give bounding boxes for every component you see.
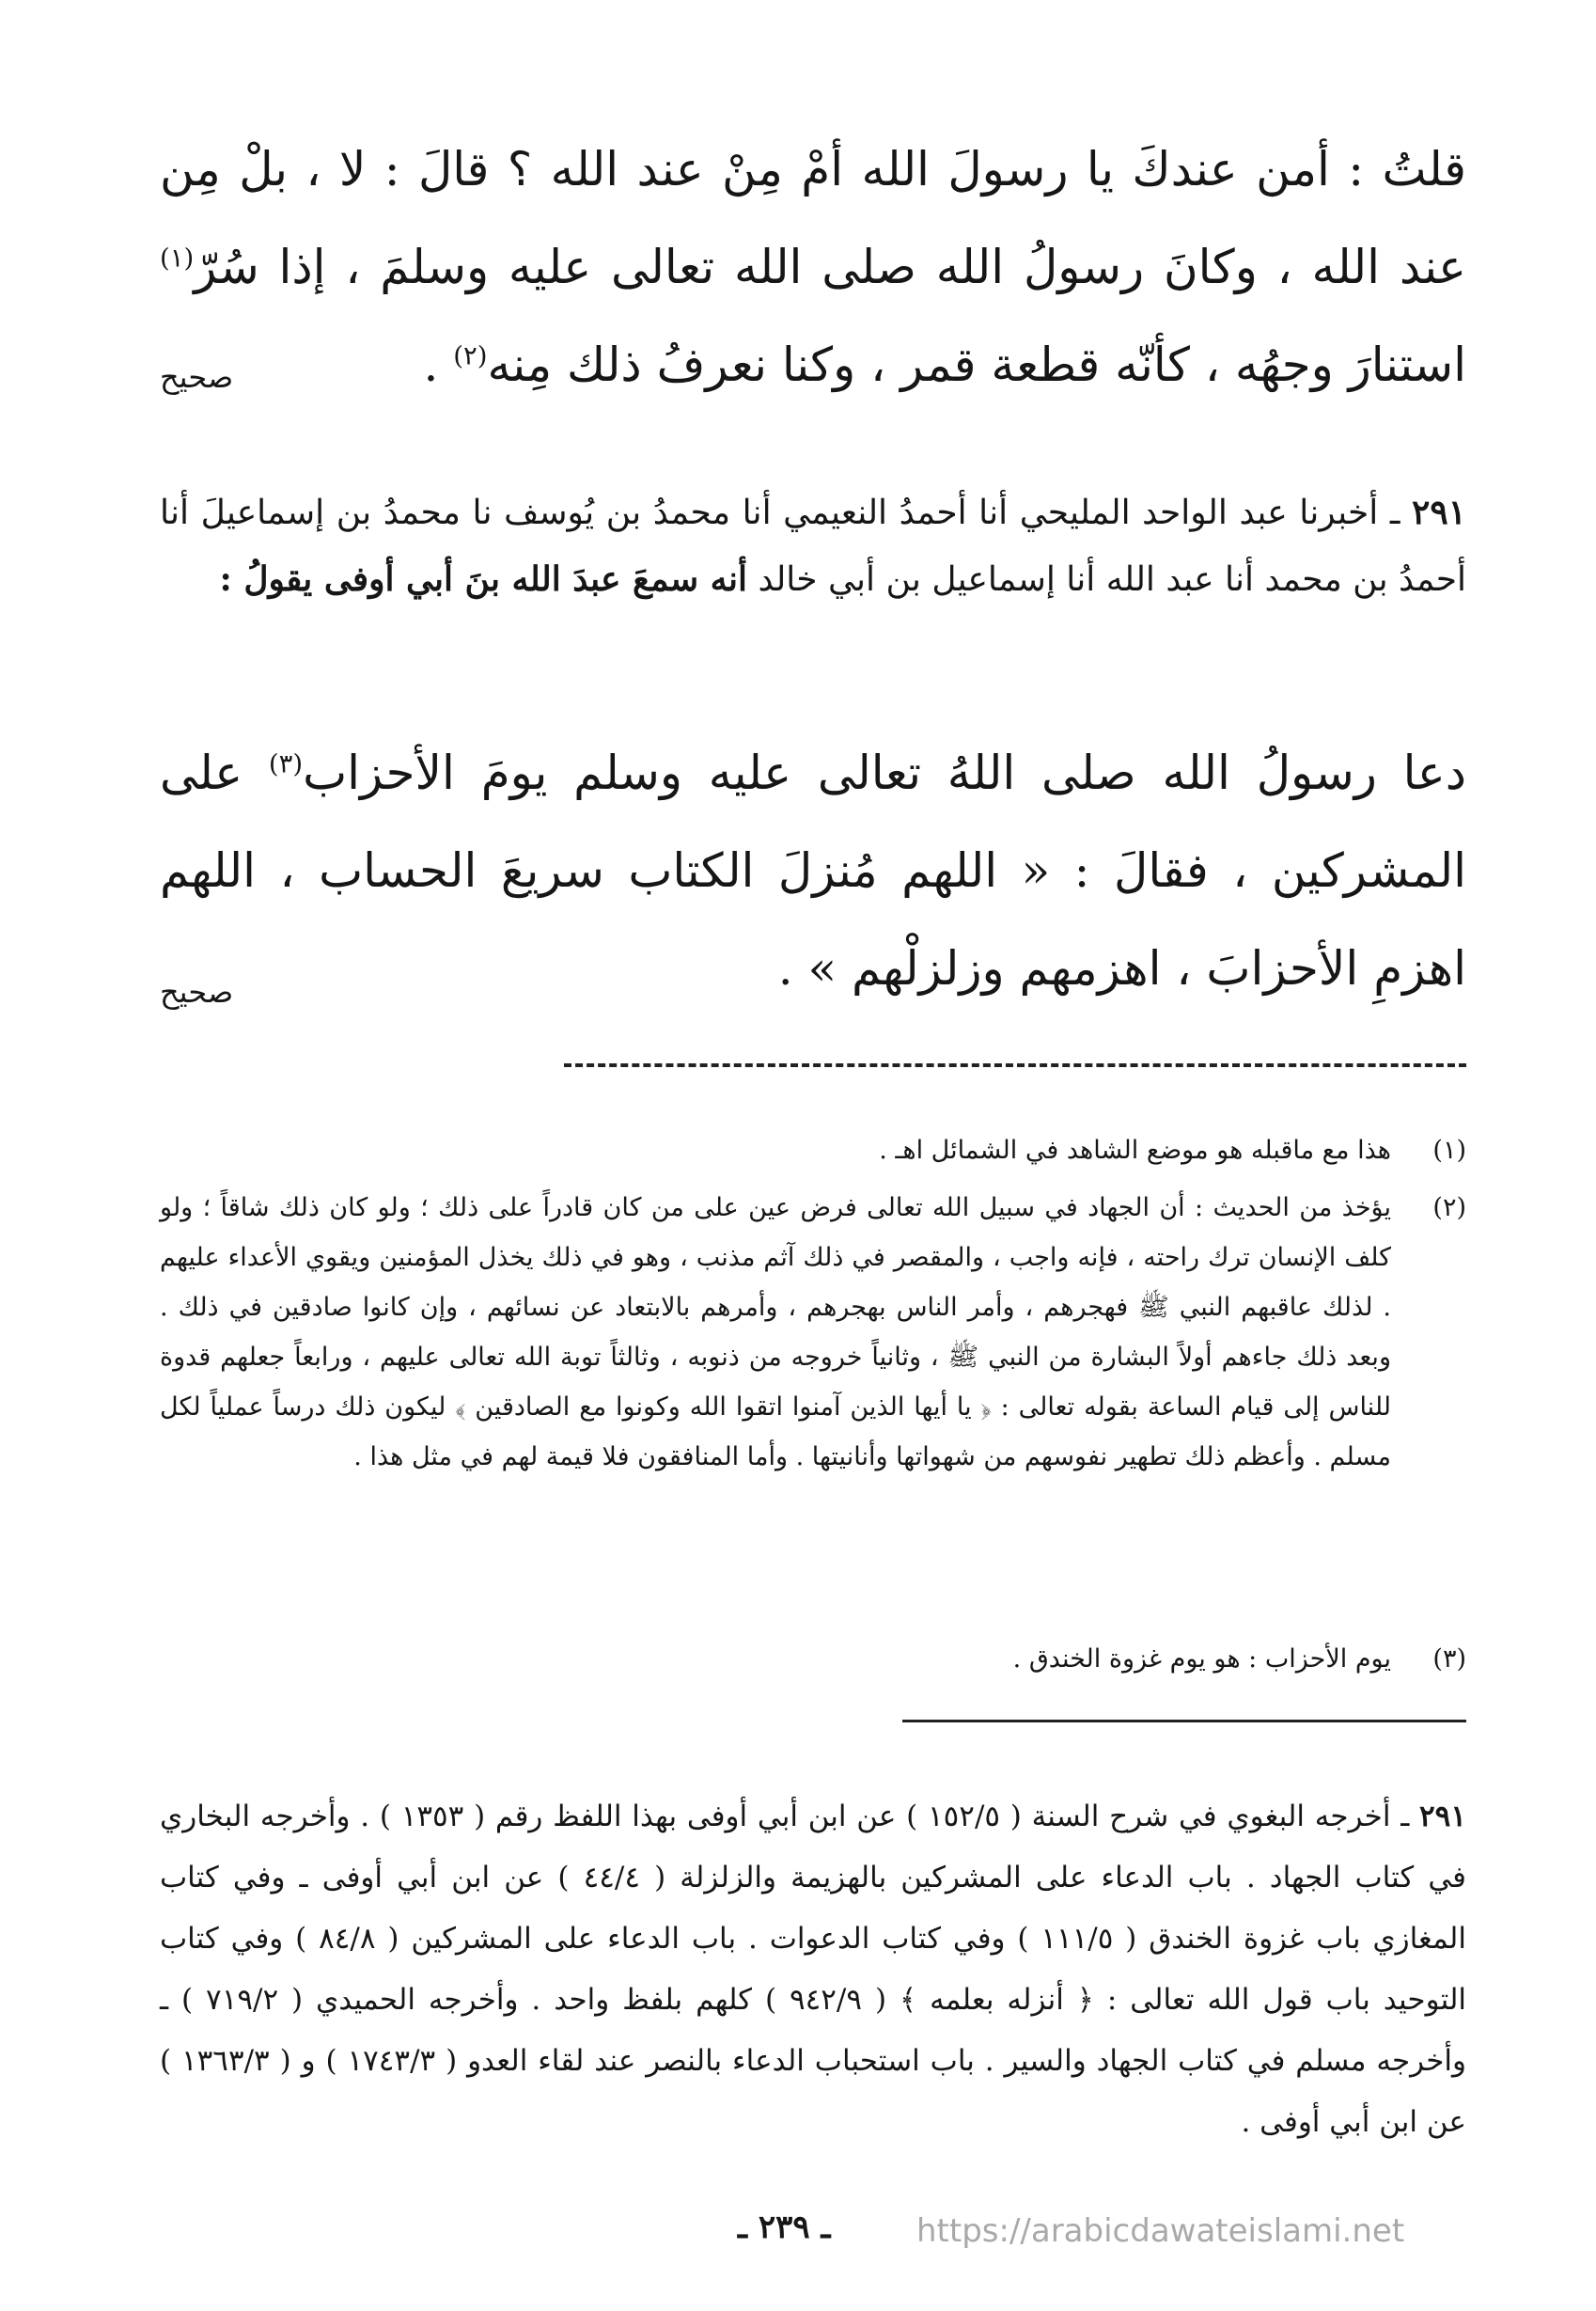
- hadith-291-matn: دعا رسولُ الله صلى اللهُ تعالى عليه وسلم يومَ الأحزاب$^{(٣)}$ على المشركين ، فقالَ : « اللهم مُنزلَ الكتاب سريعَ الحساب ، اللهم اهزمِ الأحزابَ ، اهزمهم وزلزلْهم » .: [160, 746, 1466, 996]
- footnote-ref-3[interactable]: (٣): [268, 748, 304, 779]
- footnote-marker: (١): [1432, 1136, 1466, 1165]
- grade-label: صحيح: [160, 359, 234, 395]
- dashed-divider: [564, 1063, 1466, 1067]
- footnote-1: [160, 1125, 1466, 1175]
- hadith-291-isnad: ٢٩١ ـ أخبرنا عبد الواحد المليحي أنا أحمدُ النعيمي أنا محمدُ بن يُوسف نا محمدُ بن إسماعيلَ أنا أحمدُ بن محمد أنا عبد الله أنا إسماعيل بن أبي خالد أنه سمعَ عبدَ الله بنَ أبي أوفى يقولُ :: [160, 493, 1466, 599]
- takhrij-number: ٢٩١: [1419, 1800, 1466, 1833]
- hadith-number: ٢٩١: [1411, 493, 1466, 532]
- footnote-text: يوم الأحزاب : هو يوم غزوة الخندق .: [1012, 1644, 1391, 1674]
- watermark: https://arabicdawateislami.net: [916, 2212, 1405, 2250]
- footnote-ref-2[interactable]: (٢): [453, 340, 488, 371]
- footnote-text: هذا مع ماقبله هو موضع الشاهد في الشمائل اهـ .: [879, 1136, 1391, 1165]
- footnote-text: يؤخذ من الحديث : أن الجهاد في سبيل الله تعالى فرض عين على من كان قادراً على ذلك ؛ ولو كان ذلك شاقاً ؛ ولو كلف الإنسان ترك راحته ، فإنه واجب ، والمقصر في ذلك آثم مذنب ، وهو في ذلك يخذل المؤمنين ويقوي الأعداء عليهم . لذلك عاقبهم النبي ﷺ فهجرهم ، وأمر الناس بهجرهم ، وأمرهم بالابتعاد عن نسائهم ، وإن كانوا صادقين في ذلك . وبعد ذلك جاءهم أولاً البشارة من النبي ﷺ ، وثانياً خروجه من ذنوبه ، وثالثاً توبة الله تعالى عليهم ، ورابعاً جعلهم قدوة للناس إلى قيام الساعة بقوله تعالى : ﴿ يا أيها الذين آمنوا اتقوا الله وكونوا مع الصادقين ﴾ ليكون ذلك درساً عملياً لكل مسلم . وأعظم ذلك تطهير نفوسهم من شهواتها وأنانيتها . وأما المنافقون فلا قيمة لهم في مثل هذا .: [160, 1193, 1391, 1471]
- footnote-marker: (٣): [1432, 1644, 1466, 1674]
- narrator-bold: أنه سمعَ عبدَ الله بنَ أبي أوفى يقولُ :: [219, 559, 747, 599]
- footnote-2: [160, 1183, 1466, 1482]
- footnote-marker: (٢): [1432, 1193, 1466, 1222]
- page-number: ـ ٢٣٩ ـ: [738, 2209, 831, 2246]
- solid-divider: [902, 1720, 1466, 1722]
- takhrij-paragraph: ٢٩١ ـ أخرجه البغوي في شرح السنة ( ١٥٢/٥ ) عن ابن أبي أوفى بهذا اللفظ رقم ( ١٣٥٣ ) . وأخرجه البخاري في كتاب الجهاد . باب الدعاء على المشركين بالهزيمة والزلزلة ( ٤٤/٤ ) عن ابن أبي أوفى ـ وفي كتاب المغازي باب غزوة الخندق ( ١١١/٥ ) وفي كتاب الدعوات . باب الدعاء على المشركين ( ٨٤/٨ ) وفي كتاب التوحيد باب قول الله تعالى : ﴿ أنزله بعلمه ﴾ ( ٩٤٢/٩ ) كلهم بلفظ واحد . وأخرجه الحميدي ( ٧١٩/٢ ) ـ وأخرجه مسلم في كتاب الجهاد والسير . باب استحباب الدعاء بالنصر عند لقاء العدو ( ١٧٤٣/٣ ) و ( ١٣٦٣/٣ ) عن ابن أبي أوفى .: [160, 1800, 1467, 2139]
- footnote-3: [160, 1634, 1466, 1684]
- grade-label: صحيح: [160, 974, 234, 1010]
- hadith-continuation: قلتُ : أمن عندكَ يا رسولَ الله أمْ مِنْ عند الله ؟ قالَ : لا ، بلْ مِن عند الله ، وكانَ رسولُ الله صلى الله تعالى عليه وسلمَ ، إذا سُرّ$^{(١)}$ استنارَ وجهُه ، كأنّه قطعة قمر ، وكنا نعرفُ ذلك مِنه$^{(٢)}$ .: [160, 142, 1466, 392]
- footnote-ref-1[interactable]: (١): [160, 243, 195, 274]
